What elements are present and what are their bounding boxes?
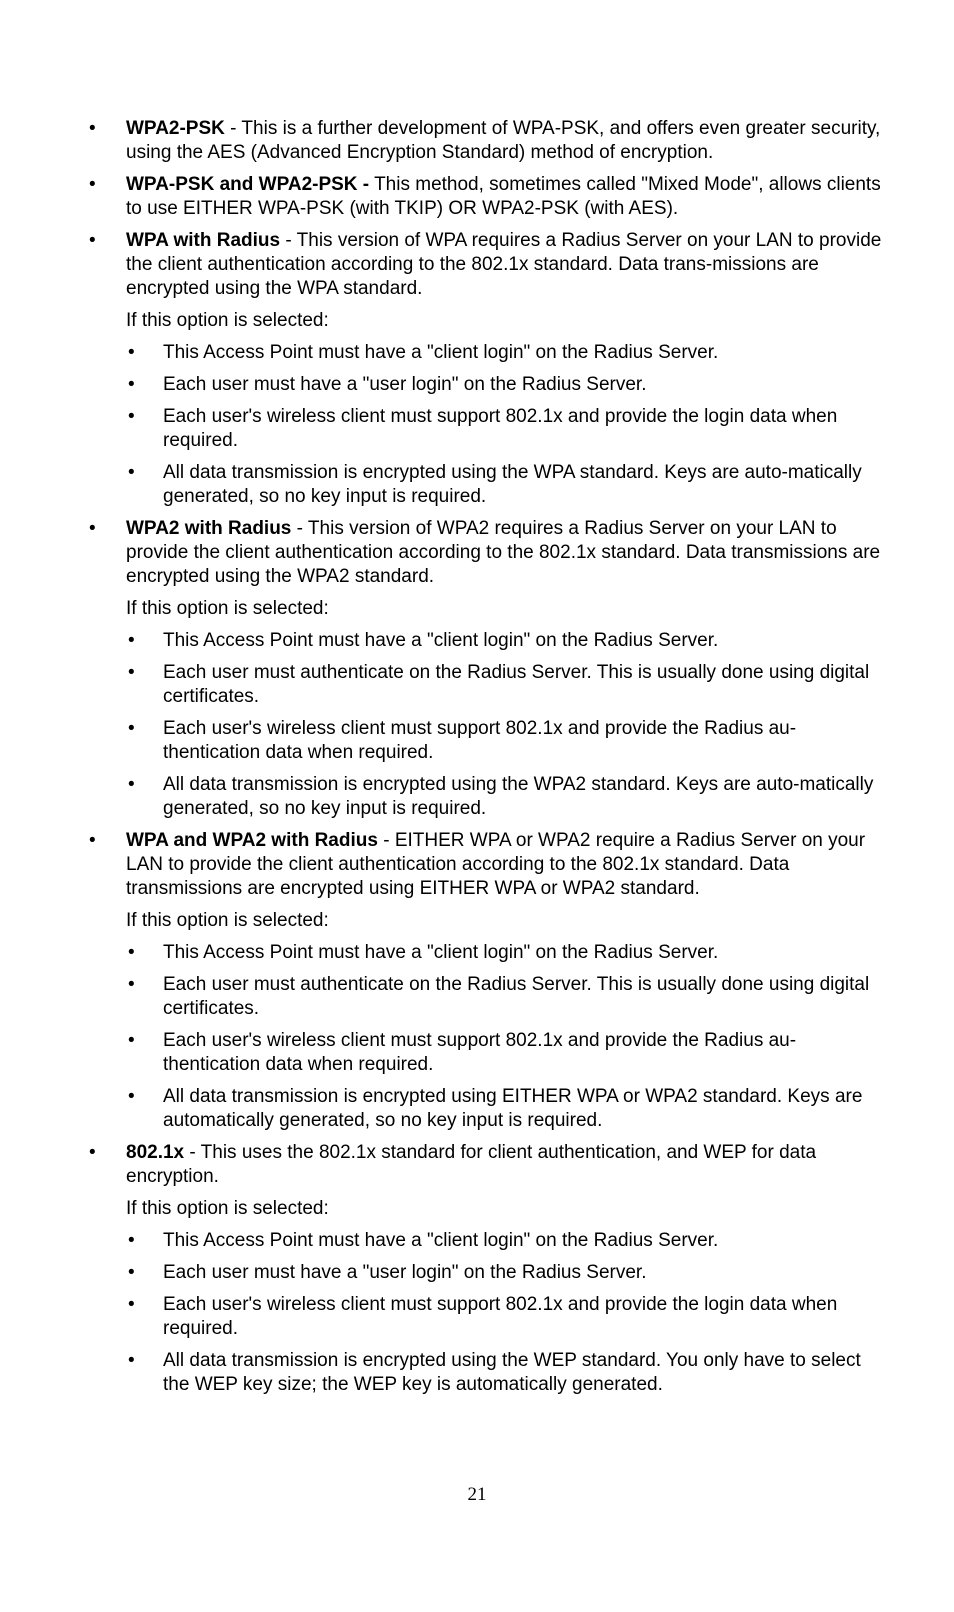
- item-text: [126, 229, 896, 301]
- page-number: 21: [467, 1484, 487, 1505]
- item-description: - EITHER WPA or WPA2 require a Radius Server on your LAN to provide the client authentication according to the 802.1x standard. Data transmissions are encrypted using EITHER WPA or WPA2 standard.: [126, 830, 866, 899]
- bullet-icon: •: [89, 230, 96, 251]
- sub-list-item: [128, 1229, 878, 1253]
- item-term: WPA2-PSK: [126, 118, 225, 139]
- sub-item-text: All data transmission is encrypted using EITHER WPA or WPA2 standard. Keys are automatically generated, so no key input is required.: [163, 1086, 863, 1131]
- sub-item-text: All data transmission is encrypted using the WEP standard. You only have to select the WEP key size; the WEP key is automatically generated.: [163, 1350, 861, 1395]
- bullet-icon: •: [128, 1030, 135, 1051]
- item-description: This method, sometimes called "Mixed Mode", allows clients to use EITHER WPA-PSK (with TKIP) OR WPA2-PSK (with AES).: [126, 174, 881, 219]
- sub-item-text: All data transmission is encrypted using the WPA standard. Keys are auto-matically generated, so no key input is required.: [163, 462, 862, 507]
- item-text: [126, 517, 896, 589]
- sub-list-item: [128, 1029, 878, 1077]
- list-item-wpa2-psk: [89, 117, 896, 165]
- bullet-icon: •: [89, 118, 96, 139]
- item-description: - This version of WPA2 requires a Radius Server on your LAN to provide the client authentication according to the 802.1x standard. Data transmissions are encrypted using the WPA2 standard.: [126, 518, 881, 587]
- bullet-icon: •: [128, 974, 135, 995]
- sub-item-text: Each user's wireless client must support 802.1x and provide the Radius au-thentication data when required.: [163, 1030, 797, 1075]
- item-term: WPA with Radius: [126, 230, 281, 251]
- sub-item-text: Each user must authenticate on the Radius Server. This is usually done using digital certificates.: [163, 662, 870, 707]
- item-description: - This version of WPA requires a Radius Server on your LAN to provide the client authentication according to the 802.1x standard. Data trans-missions are encrypted using the WPA standard.: [126, 230, 882, 299]
- bullet-icon: •: [128, 718, 135, 739]
- sub-item-text: This Access Point must have a "client login" on the Radius Server.: [163, 342, 719, 363]
- list-item-wpa2-radius: [89, 517, 896, 589]
- bullet-icon: •: [128, 1294, 135, 1315]
- sub-list-item: [128, 1349, 878, 1397]
- item-term: WPA-PSK and WPA2-PSK -: [126, 174, 370, 195]
- sub-item-text: Each user's wireless client must support 802.1x and provide the login data when required.: [163, 406, 838, 451]
- item-text: [126, 1141, 896, 1189]
- sub-item-text: Each user's wireless client must support 802.1x and provide the Radius au-thentication data when required.: [163, 718, 797, 763]
- option-intro: If this option is selected:: [126, 310, 329, 331]
- bullet-icon: •: [128, 406, 135, 427]
- sub-item-text: Each user must authenticate on the Radius Server. This is usually done using digital certificates.: [163, 974, 870, 1019]
- sub-list-item: [128, 405, 878, 453]
- sub-list-item: [128, 461, 878, 509]
- sub-item-text: Each user must have a "user login" on the Radius Server.: [163, 374, 647, 395]
- item-text: [126, 117, 896, 165]
- bullet-icon: •: [128, 630, 135, 651]
- option-intro: If this option is selected:: [126, 910, 329, 931]
- item-term: WPA and WPA2 with Radius: [126, 830, 378, 851]
- list-item-mixed-mode: [89, 173, 896, 221]
- item-term: WPA2 with Radius: [126, 518, 292, 539]
- bullet-icon: •: [128, 1086, 135, 1107]
- sub-list-item: [128, 973, 878, 1021]
- sub-item-text: This Access Point must have a "client login" on the Radius Server.: [163, 942, 719, 963]
- item-text: [126, 829, 896, 901]
- list-item-wpa-radius: [89, 229, 896, 301]
- sub-list-item: [128, 629, 878, 653]
- bullet-icon: •: [89, 518, 96, 539]
- bullet-icon: •: [128, 342, 135, 363]
- bullet-icon: •: [89, 174, 96, 195]
- sub-item-text: This Access Point must have a "client login" on the Radius Server.: [163, 630, 719, 651]
- item-text: [126, 173, 896, 221]
- sub-item-text: Each user's wireless client must support 802.1x and provide the login data when required.: [163, 1294, 838, 1339]
- sub-item-text: Each user must have a "user login" on the Radius Server.: [163, 1262, 647, 1283]
- bullet-icon: •: [128, 1350, 135, 1371]
- sub-list-item: [128, 373, 878, 397]
- bullet-icon: •: [128, 1262, 135, 1283]
- sub-list-item: [128, 941, 878, 965]
- sub-list-item: [128, 661, 878, 709]
- list-item-wpa-wpa2-radius: [89, 829, 896, 901]
- option-intro: If this option is selected:: [126, 1198, 329, 1219]
- item-term: 802.1x: [126, 1142, 185, 1163]
- sub-list-item: [128, 717, 878, 765]
- bullet-icon: •: [128, 462, 135, 483]
- bullet-icon: •: [128, 1230, 135, 1251]
- sub-list-item: [128, 1261, 878, 1285]
- sub-list-item: [128, 773, 878, 821]
- list-item-802-1x: [89, 1141, 896, 1189]
- sub-item-text: This Access Point must have a "client login" on the Radius Server.: [163, 1230, 719, 1251]
- bullet-icon: •: [89, 830, 96, 851]
- sub-list-item: [128, 1293, 878, 1341]
- bullet-icon: •: [128, 374, 135, 395]
- bullet-icon: •: [128, 662, 135, 683]
- option-intro: If this option is selected:: [126, 598, 329, 619]
- item-description: - This uses the 802.1x standard for client authentication, and WEP for data encryption.: [126, 1142, 817, 1187]
- sub-list-item: [128, 1085, 878, 1133]
- bullet-icon: •: [128, 942, 135, 963]
- document-body: [0, 117, 954, 1405]
- sub-item-text: All data transmission is encrypted using the WPA2 standard. Keys are auto-matically generated, so no key input is required.: [163, 774, 874, 819]
- item-description: - This is a further development of WPA-PSK, and offers even greater security, using the AES (Advanced Encryption Standard) method of encryption.: [126, 118, 881, 163]
- bullet-icon: •: [89, 1142, 96, 1163]
- sub-list-item: [128, 341, 878, 365]
- bullet-icon: •: [128, 774, 135, 795]
